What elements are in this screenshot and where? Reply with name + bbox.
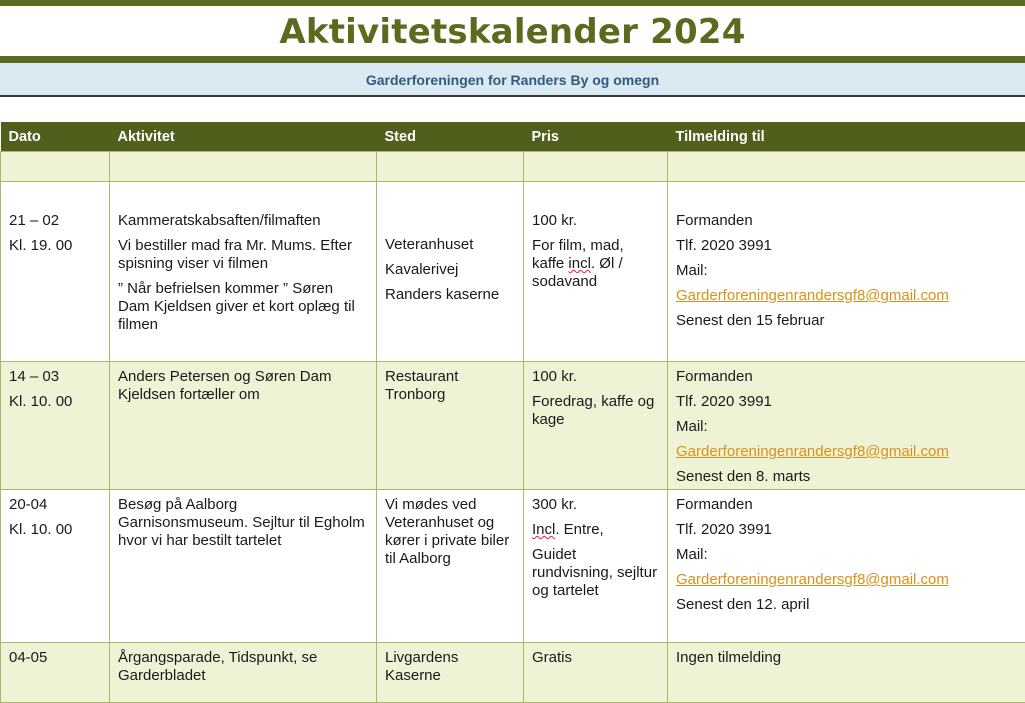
aktivitet-text: ” Når befrielsen kommer ” Søren Dam Kjeldsen giver et kort oplæg til filmen [118,280,368,334]
pris-amount: 300 kr. [532,496,659,514]
title-underline-bar [0,56,1025,63]
dato-date: 20-04 [9,496,101,514]
aktivitet-cell [110,490,377,643]
tilmelding-name: Formanden [676,368,1017,386]
table-cell [1,152,110,182]
pris-note-text: incl [568,255,591,272]
sted-text: Veteranhuset [385,236,515,254]
tilmelding-mail-label: Mail: [676,418,1017,436]
aktivitet-text: Vi bestiller mad fra Mr. Mums. Efter spisning viser vi filmen [118,237,368,273]
page-subtitle: Garderforeningen for Randers By og omegn [0,63,1025,97]
dato-cell [1,182,110,362]
table-row [1,182,1025,362]
tilmelding-cell [668,643,1025,703]
tilmelding-cell [668,182,1025,362]
aktivitet-text: Kammeratskabsaften/filmaften [118,212,368,230]
tilmelding-name: Formanden [676,212,1017,230]
pris-amount: 100 kr. [532,212,659,230]
header-sted: Sted [377,122,524,152]
pris-cell [524,490,668,643]
page-title: Aktivitetskalender 2024 [0,9,1025,55]
tilmelding-deadline: Senest den 8. marts [676,468,1017,486]
aktivitet-text: Besøg på Aalborg Garnisonsmuseum. Sejltur til Egholm hvor vi har bestilt tartelet [118,496,368,550]
top-accent-bar [0,0,1025,6]
email-link[interactable]: Garderforeningenrandersgf8@gmail.com [676,287,949,304]
aktivitet-cell [110,182,377,362]
tilmelding-cell [668,490,1025,643]
sted-text: Kavalerivej [385,261,515,279]
header-tilmelding: Tilmelding til [668,122,1025,152]
table-row [1,490,1025,643]
pris-amount: 100 kr. [532,368,659,386]
sted-cell [377,182,524,362]
email-link-wrap [676,287,1017,305]
table-header-row [1,122,1025,152]
dato-cell [1,490,110,643]
pris-cell [524,362,668,490]
sted-cell [377,362,524,490]
dato-cell [1,362,110,490]
pris-note-text: For film, mad, kaffe [532,237,624,272]
activity-table [0,122,1025,703]
dato-cell [1,643,110,703]
dato-date: 21 – 02 [9,212,101,230]
dato-time: Kl. 10. 00 [9,521,101,539]
sted-cell [377,490,524,643]
tilmelding-deadline: Senest den 15 februar [676,312,1017,330]
tilmelding-phone: Tlf. 2020 3991 [676,237,1017,255]
dato-time: Kl. 19. 00 [9,237,101,255]
table-cell [110,152,377,182]
header-dato: Dato [1,122,110,152]
pris-amount: Gratis [532,649,659,667]
tilmelding-phone: Tlf. 2020 3991 [676,521,1017,539]
pris-note: Foredrag, kaffe og kage [532,393,659,429]
pris-note: Guidet rundvisning, sejltur og tartelet [532,546,659,600]
sted-text: Restaurant Tronborg [385,368,515,404]
email-link-wrap [676,571,1017,589]
header-aktivitet: Aktivitet [110,122,377,152]
tilmelding-mail-label: Mail: [676,546,1017,564]
pris-note-text: . Entre, [555,521,603,538]
tilmelding-name: Ingen tilmelding [676,649,1017,667]
tilmelding-name: Formanden [676,496,1017,514]
tilmelding-mail-label: Mail: [676,262,1017,280]
email-link[interactable]: Garderforeningenrandersgf8@gmail.com [676,443,949,460]
pris-cell [524,182,668,362]
table-cell [377,152,524,182]
dato-date: 14 – 03 [9,368,101,386]
aktivitet-text: Anders Petersen og Søren Dam Kjeldsen fortæller om [118,368,368,404]
email-link[interactable]: Garderforeningenrandersgf8@gmail.com [676,571,949,588]
pris-note [532,521,659,539]
sted-text: Livgardens Kaserne [385,649,515,685]
sted-text: Randers kaserne [385,286,515,304]
aktivitet-cell [110,362,377,490]
dato-date: 04-05 [9,649,101,667]
tilmelding-phone: Tlf. 2020 3991 [676,393,1017,411]
sted-cell [377,643,524,703]
table-row-empty [1,152,1025,182]
tilmelding-deadline: Senest den 12. april [676,596,1017,614]
header-pris: Pris [524,122,668,152]
aktivitet-cell [110,643,377,703]
pris-note-text: Incl [532,521,555,538]
pris-note-text: . Øl / sodavand [532,255,623,290]
sted-text: Vi mødes ved Veteranhuset og kører i private biler til Aalborg [385,496,515,568]
dato-time: Kl. 10. 00 [9,393,101,411]
tilmelding-cell [668,362,1025,490]
table-cell [668,152,1025,182]
aktivitet-text: Årgangsparade, Tidspunkt, se Garderbladet [118,649,368,685]
pris-note [532,237,659,291]
email-link-wrap [676,443,1017,461]
pris-cell [524,643,668,703]
table-row [1,362,1025,490]
table-row [1,643,1025,703]
table-cell [524,152,668,182]
